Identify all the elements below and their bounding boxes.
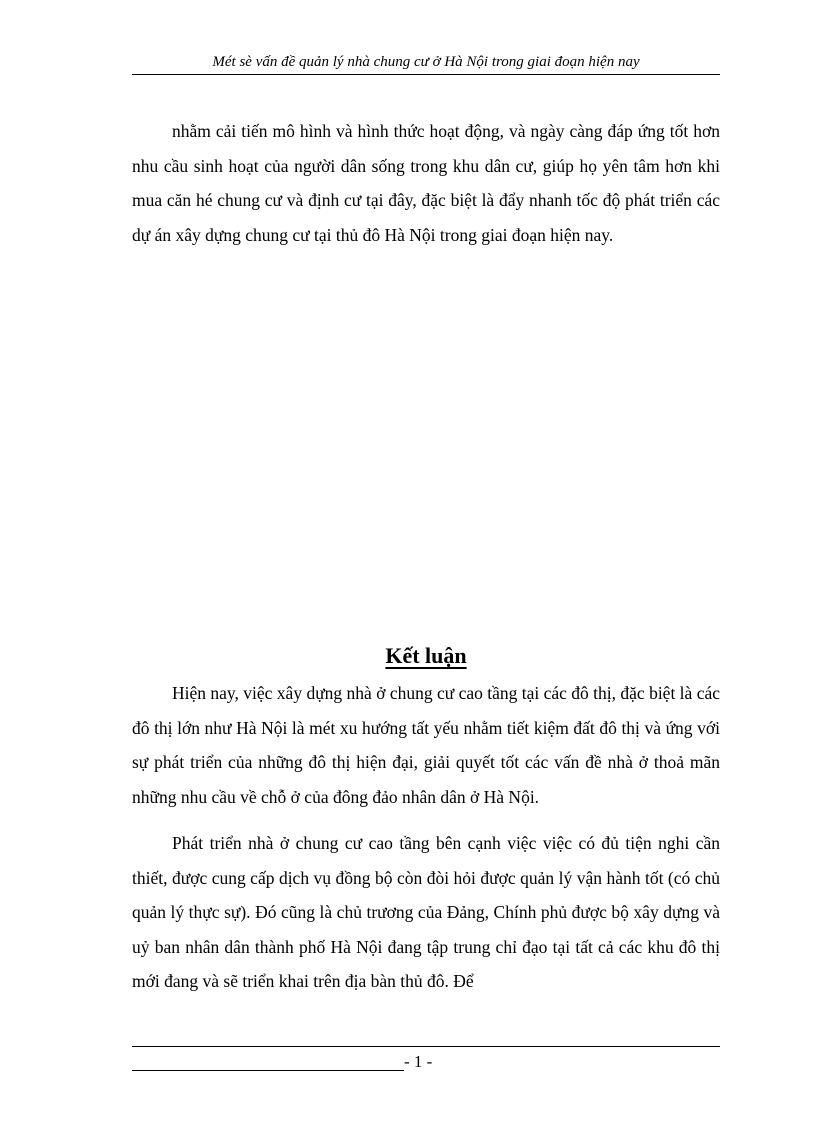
running-header-title: Mét sè vấn đề quản lý nhà chung cư ở Hà Nội trong giai đoạn hiện nay: [212, 54, 640, 70]
section-heading-text: Kết luận: [385, 643, 467, 668]
footer-divider: [132, 1046, 720, 1047]
footer-underline: [132, 1070, 404, 1071]
running-header: [132, 52, 720, 75]
paragraph-continuation: nhằm cải tiến mô hình và hình thức hoạt động, và ngày càng đáp ứng tốt hơn nhu cầu sinh hoạt của người dân sống trong khu dân cư, giúp họ yên tâm hơn khi mua căn hé chung cư và định cư tại đây, đặc biệt là đẩy nhanh tốc độ phát triển các dự án xây dựng chung cư tại thủ đô Hà Nội trong giai đoạn hiện nay.: [132, 121, 720, 245]
conclusion-paragraph-2: Phát triển nhà ở chung cư cao tầng bên cạnh việc việc có đủ tiện nghi cần thiết, được cung cấp dịch vụ đồng bộ còn đòi hỏi được quản lý vận hành tốt (có chủ quản lý thực sự). Đó cũng là chủ trương của Đảng, Chính phủ được bộ xây dựng và uỷ ban nhân dân thành phố Hà Nội đang tập trung chỉ đạo tại tất cả các khu đô thị mới đang và sẽ triển khai trên địa bàn thủ đô. Để: [132, 833, 720, 991]
page-number: - 1 -: [404, 1052, 433, 1071]
section-heading: [132, 641, 720, 671]
conclusion-paragraph-1: Hiện nay, việc xây dựng nhà ở chung cư cao tầng tại các đô thị, đặc biệt là các đô thị lớn như Hà Nội là mét xu hướng tất yếu nhằm tiết kiệm đất đô thị và ứng với sự phát triển của những đô thị hiện đại, giải quyết tốt các vấn đề nhà ở thoả mãn những nhu cầu về chỗ ở của đông đảo nhân dân ở Hà Nội.: [132, 683, 720, 807]
